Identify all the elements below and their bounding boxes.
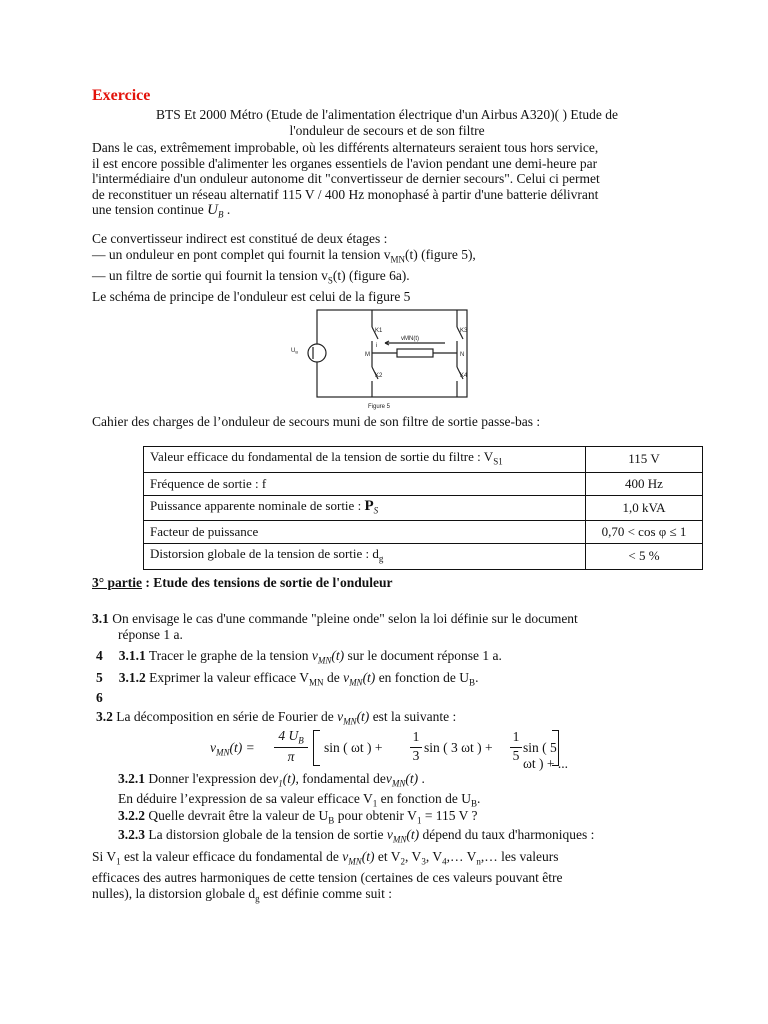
intro-line: il est encore possible d'alimenter les organes essentiels de l'avion pendant une demi-heure par [92, 155, 598, 171]
intro-paragraph [92, 140, 692, 223]
current-label: i [376, 343, 378, 349]
final-line-3: nulles), la distorsion globale $d_g$ est définie comme suit : [92, 885, 392, 904]
intro-line: de reconstituer un réseau alternatif 115 V / 400 Hz monophasé à partir d'une batterie délivrant [92, 186, 599, 202]
question-3-1-2: 5 3.1.2 Exprimer la valeur efficace $V_{MN}$ de $v_{MN}(t)$ en fonction de $U_B$. [96, 670, 479, 688]
intro-line: Dans le cas, extrêmement improbable, où les différents alternateurs seraient tous hors service, [92, 140, 599, 155]
k1-label: K1 [375, 328, 383, 334]
k2-label: K2 [375, 373, 383, 379]
table-row: Puissance apparente nominale de sortie : $P_S$ 1,0 kVA [144, 495, 703, 521]
specifications-table [143, 446, 703, 570]
k3-label: K3 [460, 328, 468, 334]
question-3-1: 3.1 On envisage le cas d'une commande "pleine onde" selon la loi définie sur le document réponse 1 a. [92, 611, 578, 642]
source-label: $U_B$ [291, 348, 299, 355]
question-3-2-1: 3.2.1 Donner l'expression dev$_1$(t), fondamental dev$_{MN}$(t) . [118, 771, 425, 789]
question-3-2-3: 3.2.3 La distorsion globale de la tension de sortie $v_{MN}(t)$ dépend du taux d'harmoniques : [118, 827, 595, 845]
inverter-schematic [285, 305, 485, 411]
intro-line-last: une tension continue $U_B$ . [92, 202, 231, 220]
table-row: Fréquence de sortie : f 400 Hz [144, 472, 703, 495]
load-resistor [397, 349, 433, 357]
question-3-2-1-line2: En déduire l’expression de sa valeur efficace $V_1$ en fonction de $U_B$. [118, 791, 481, 809]
voltage-label: vMN(t) [401, 336, 419, 342]
subtitle [92, 107, 682, 138]
stages-paragraph [92, 231, 692, 304]
node-m-label: M [365, 352, 370, 358]
table-row: Valeur efficace du fondamental de la tension de sortie du filtre : $V_{S1}$ 115 V [144, 447, 703, 473]
question-3-2: 3.2 La décomposition en série de Fourier de $v_{MN}(t)$ est la suivante : [96, 709, 457, 727]
stage-2: — un filtre de sortie qui fournit la tension $v_S(t)$ (figure 6a). [92, 267, 410, 286]
k4-label: K4 [460, 373, 468, 379]
section-heading: 3° partie : Etude des tensions de sortie de l'onduleur [92, 575, 393, 590]
exercise-title: Exercice [92, 87, 151, 104]
stage-1: — un onduleur en pont complet qui fournit la tension $v_{MN}(t)$ (figure 5), [92, 246, 476, 265]
ub-symbol: U [207, 202, 218, 218]
question-3-1-1: 4 3.1.1 Tracer le graphe de la tension $v_{MN}(t)$ sur le document réponse 1 a. [96, 648, 502, 666]
node-n-label: N [460, 352, 465, 358]
cahier-des-charges: Cahier des charges de l’onduleur de secours muni de son filtre de sortie passe-bas : [92, 414, 541, 429]
schema-line: Le schéma de principe de l'onduleur est celui de la figure 5 [92, 288, 411, 304]
dc-source-symbol [308, 344, 326, 362]
intro-line: l'intermédiaire d'un onduleur autonome dit "convertisseur de dernier secours". Celui ci permet [92, 171, 600, 186]
final-line-2: efficaces des autres harmoniques de cette tension (certaines de ces valeurs pouvant être [92, 870, 563, 886]
question-3-2-2: 3.2.2 Quelle devrait être la valeur de $U_B$ pour obtenir $V_1 = 115$ V ? [118, 808, 478, 826]
item-six: 6 [96, 690, 103, 705]
table-row: Facteur de puissance 0,70 < cos φ ≤ 1 [144, 521, 703, 544]
final-paragraph [92, 849, 692, 907]
final-line-1: Si $V_1$ est la valeur efficace du fondamental de $v_{MN}(t)$ et $V_2$, $V_3$, $V_4,\dots$ $V_n,\dots$ les valeurs [92, 849, 559, 867]
stages-intro: Ce convertisseur indirect est constitué de deux étages : [92, 231, 388, 246]
figure-caption: Figure 5 [368, 404, 391, 410]
subtitle-line-2: l'onduleur de secours et de son filtre [289, 122, 485, 138]
subtitle-line-1: BTS Et 2000 Métro (Etude de l'alimentation électrique d'un Airbus A320)( ) Etude de [156, 107, 618, 122]
table-row: Distorsion globale de la tension de sortie : $d_g$ < 5 % [144, 544, 703, 570]
fourier-formula: $v_{MN}(t)$ = 4 $U_B$ π sin ( ωt ) + 1 3 sin ( 3 ωt ) + 1 5 sin ( 5 ωt ) + ... [210, 728, 568, 771]
